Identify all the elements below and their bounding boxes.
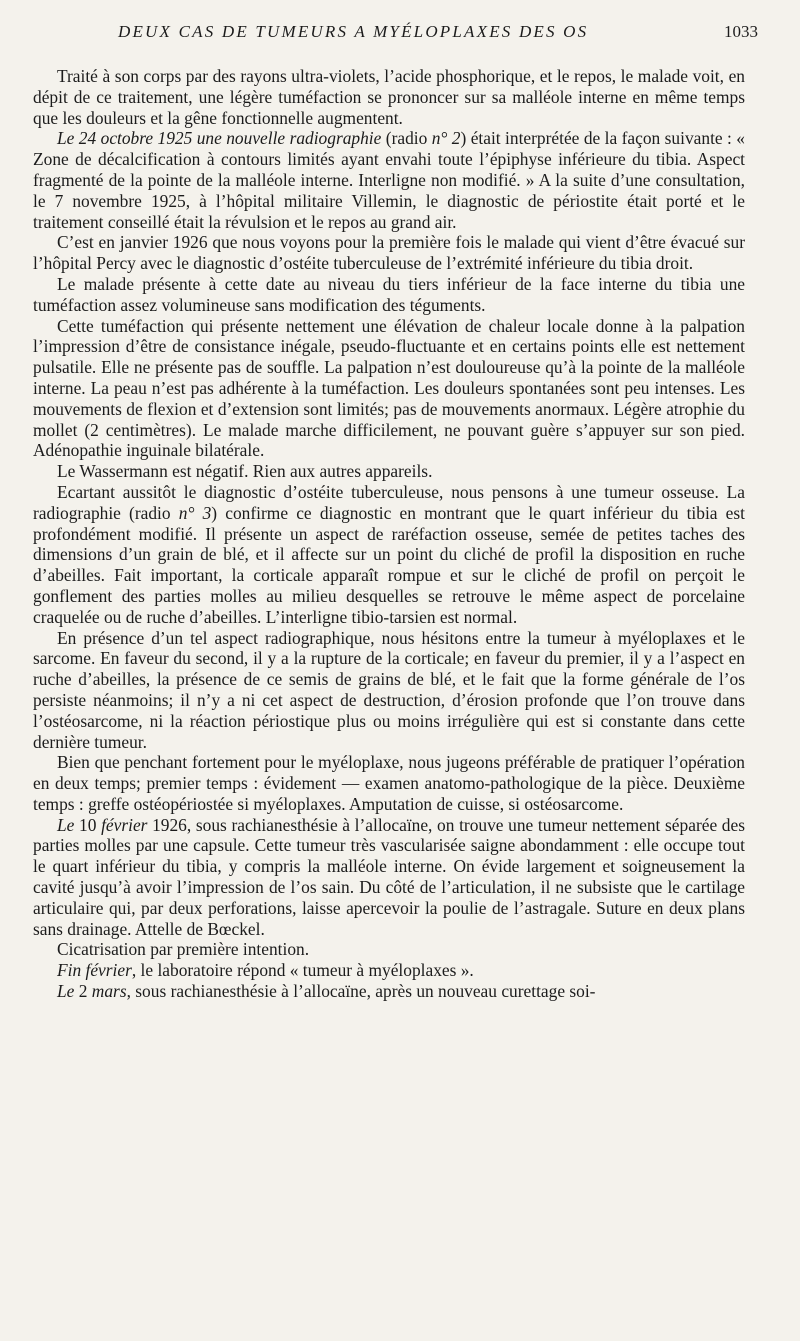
page-number: 1033	[724, 22, 758, 41]
text-run: Le malade présente à cette date au niveau du tiers inférieur de la face interne du tibia une tuméfaction assez volumineuse sans modification des téguments.	[33, 273, 745, 315]
text-run: , sous rachianesthésie à l’allocaïne, après un nouveau curettage soi-	[126, 981, 596, 1002]
text-run: Bien que penchant fortement pour le myéloplaxe, nous jugeons préférable de pratiquer l’opération en deux temps; premier temps : évidement — examen anatomo-pathologique de la pièce. Deuxième temps : greffe ostéopériostée si myéloplaxes. Amputation de cuisse, si ostéosarcome.	[33, 752, 745, 814]
italic-text: Le 24 octobre 1925 une nouvelle radiographie	[57, 128, 382, 149]
paragraph	[33, 274, 745, 316]
italic-text: Fin février	[57, 960, 132, 981]
paragraph	[33, 960, 745, 981]
body-text	[33, 66, 745, 1002]
text-run: En présence d’un tel aspect radiographique, nous hésitons entre la tumeur à myéloplaxes et le sarcome. En faveur du second, il y a la rupture de la corticale; en faveur du premier, il y a l’aspect en ruche d’abeilles, la présence de ce semis de grains de blé, et le fait que la forme générale de l’os persiste néanmoins; il n’y a ni cet aspect de destruction, d’érosion profonde que l’on trouve dans l’ostéosarcome, ni la réaction périostique plus ou moins irrégulière qui est si constante dans cette dernière tumeur.	[33, 627, 745, 752]
italic-text: n° 2	[431, 128, 461, 149]
italic-text: mars	[91, 981, 127, 1002]
text-run: , le laboratoire répond « tumeur à myéloplaxes ».	[131, 960, 474, 981]
text-run: ) confirme ce diagnostic en montrant que le quart inférieur du tibia est profondément modifié. Il présente un aspect de raréfaction osseuse, semée de petites taches des dimensions d’un grain de blé, et il affecte sur un point du cliché de profil la disposition en ruche d’abeilles. Fait important, la corticale apparaît rompue et sur le cliché de profil on perçoit le gonflement des parties molles au milieu desquelles se retrouve le même aspect de porcelaine craquelée ou de ruche d’abeilles. L’interligne tibio-tarsien est normal.	[33, 502, 745, 627]
page-header	[0, 22, 800, 44]
paragraph	[33, 316, 745, 462]
text-run: ) était interprétée de la façon suivante : « Zone de décalcification à contours limités ayant envahi toute l’épiphyse inférieure du tibia. Aspect fragmenté de la pointe de la malléole interne. Interligne non modifié. » A la suite d’une consultation, le 7 novembre 1925, à l’hôpital militaire Villemin, le diagnostic de périostite était porté et le traitement conseillé était la révulsion et le repos au grand air.	[33, 128, 745, 232]
paragraph	[33, 939, 745, 960]
italic-text: février	[101, 814, 148, 835]
paragraph	[33, 981, 745, 1002]
text-run: 1926, sous rachianesthésie à l’allocaïne, on trouve une tumeur nettement séparée des parties molles par une capsule. Cette tumeur très vascularisée saigne abondamment : elle occupe tout le quart inférieur du tibia, y compris la malléole interne. On évide largement et soigneusement la cavité jusqu’à avoir l’impression de l’os sain. Du côté de l’articulation, il ne subsiste que le cartilage articulaire qui, par deux perforations, laisse apercevoir la poulie de l’astragale. Suture en deux plans sans drainage. Attelle de Bœckel.	[33, 814, 745, 939]
italic-text: Le	[57, 981, 75, 1002]
text-run: Traité à son corps par des rayons ultra-violets, l’acide phosphorique, et le repos, le malade voit, en dépit de ce traitement, une légère tuméfaction se prononcer sur sa malléole interne en même temps que les douleurs et la gêne fonctionnelle augmentent.	[33, 66, 745, 128]
running-title: DEUX CAS DE TUMEURS A MYÉLOPLAXES DES OS	[118, 22, 589, 41]
italic-text: n° 3	[178, 502, 212, 523]
paragraph	[33, 66, 745, 128]
italic-text: Le	[57, 814, 75, 835]
text-run: Le Wassermann est négatif. Rien aux autres appareils.	[57, 461, 433, 482]
text-run: C’est en janvier 1926 que nous voyons pour la première fois le malade qui vient d’être évacué sur l’hôpital Percy avec le diagnostic d’ostéite tuberculeuse de l’extrémité inférieure du tibia droit.	[33, 232, 745, 274]
paragraph	[33, 482, 745, 628]
text-run: 10	[74, 814, 102, 835]
text-run: (radio	[381, 128, 432, 149]
paragraph	[33, 752, 745, 814]
paragraph	[33, 461, 745, 482]
text-run: Cicatrisation par première intention.	[57, 939, 310, 960]
paragraph	[33, 628, 745, 753]
text-run: 2	[74, 981, 92, 1002]
paragraph	[33, 815, 745, 940]
paragraph	[33, 232, 745, 274]
paragraph	[33, 128, 745, 232]
text-run: Ecartant aussitôt le diagnostic d’ostéite tuberculeuse, nous pensons à une tumeur osseuse. La radiographie (radio	[33, 481, 745, 523]
text-run: Cette tuméfaction qui présente nettement une élévation de chaleur locale donne à la palpation l’impression d’être de consistance inégale, pseudo-fluctuante et en certains points elle est nettement pulsatile. Elle ne présente pas de souffle. La palpation n’est douloureuse qu’à la pointe de la malléole interne. La peau n’est pas adhérente à la tuméfaction. Les douleurs spontanées sont peu intenses. Les mouvements de flexion et d’extension sont limités; pas de mouvements anormaux. Légère atrophie du mollet (2 centimètres). Le malade marche difficilement, ne pouvant guère s’appuyer sur son pied. Adénopathie inguinale bilatérale.	[33, 315, 745, 461]
